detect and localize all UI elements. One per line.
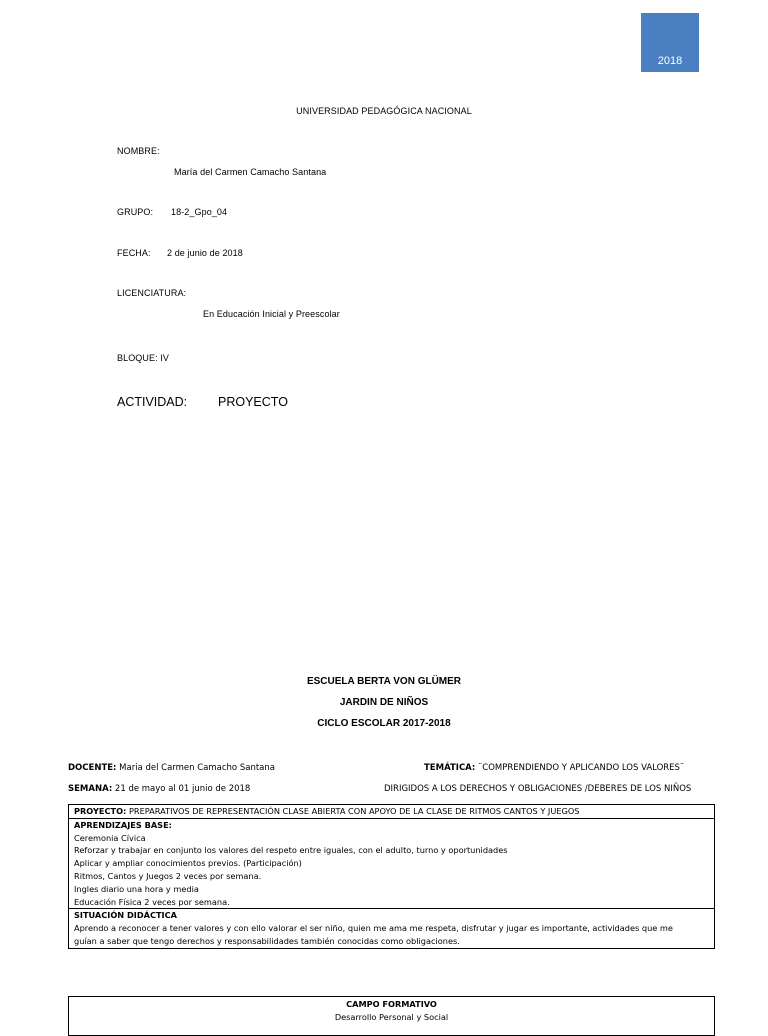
grupo-label: GRUPO: — [117, 207, 154, 217]
situacion-label: SITUACIÓN DIDÁCTICA — [74, 910, 177, 921]
project-table — [68, 804, 715, 949]
proyecto-value: PREPARATIVOS DE REPRESENTACIÓN CLASE ABIERTA CON APOYO DE LA CLASE DE RITMOS CANTOS Y JUEGOS — [128, 806, 580, 816]
campo-formativo-title: CAMPO FORMATIVO — [346, 999, 437, 1009]
situacion-text-line: Aprendo a reconocer a tener valores y con ello valorar el ser niño, quien me ama me respeta, disfrutar y jugar es importante, actividades que me — [74, 923, 673, 934]
docente-line — [68, 763, 275, 773]
docente-label: DOCENTE: — [68, 763, 117, 773]
proyecto-label: PROYECTO: — [74, 806, 127, 816]
aprendizaje-item: Educación Física 2 veces por semana. — [74, 896, 230, 907]
table-row-aprendizajes — [69, 818, 715, 909]
situacion-cell — [69, 909, 715, 948]
aprendizajes-cell — [69, 818, 715, 909]
year-text: 2018 — [657, 55, 683, 67]
fecha-value: 2 de junio de 2018 — [167, 248, 243, 258]
school-cycle: CICLO ESCOLAR 2017-2018 — [317, 718, 451, 729]
docente-value: Maria del Carmen Camacho Santana — [119, 763, 275, 773]
grupo-value: 18-2_Gpo_04 — [171, 207, 228, 217]
year-badge — [641, 13, 699, 72]
semana-value: 21 de mayo al 01 junio de 2018 — [114, 784, 251, 794]
aprendizaje-item: Ceremonia Cívica — [74, 832, 146, 843]
tematica-label: TEMÁTICA: — [424, 763, 476, 773]
actividad-label: ACTIVIDAD: — [117, 395, 188, 409]
tematica-value: ¨COMPRENDIENDO Y APLICANDO LOS VALORES¨ — [478, 763, 685, 773]
aprendizaje-item: Ritmos, Cantos y Juegos 2 veces por semana. — [74, 870, 262, 881]
bloque-label: BLOQUE: IV — [117, 353, 170, 363]
nombre-label: NOMBRE: — [117, 146, 160, 156]
campo-formativo-value: Desarrollo Personal y Social — [334, 1011, 449, 1022]
situacion-text-line: guían a saber que tengo derechos y responsabilidades también conocidas como obligaciones. — [74, 935, 460, 946]
nombre-value: María del Carmen Camacho Santana — [174, 167, 327, 177]
university-title: UNIVERSIDAD PEDAGÓGICA NACIONAL — [296, 106, 472, 116]
aprendizajes-label: APRENDIZAJES BASE: — [74, 819, 172, 830]
campo-formativo-box — [68, 996, 715, 1036]
semana-line — [68, 784, 250, 794]
table-row-situacion — [69, 909, 715, 948]
fecha-label: FECHA: — [117, 248, 151, 258]
tematica-value-continued: DIRIGIDOS A LOS DERECHOS Y OBLIGACIONES /DEBERES DE LOS NIÑOS — [384, 784, 692, 794]
licenciatura-label: LICENCIATURA: — [117, 288, 187, 298]
table-row-proyecto — [69, 805, 715, 819]
school-level: JARDIN DE NIÑOS — [339, 697, 429, 708]
aprendizaje-item: Reforzar y trabajar en conjunto los valores del respeto entre iguales, con el adulto, turno y oportunidades — [74, 845, 508, 856]
school-name: ESCUELA BERTA VON GLÜMER — [306, 676, 462, 687]
actividad-value: PROYECTO — [218, 395, 288, 409]
aprendizaje-item: Ingles diario una hora y media — [74, 883, 199, 894]
semana-label: SEMANA: — [68, 784, 113, 794]
aprendizaje-item: Aplicar y ampliar conocimientos previos. (Participación) — [74, 858, 302, 869]
licenciatura-value: En Educación Inicial y Preescolar — [203, 309, 340, 319]
tematica-line — [424, 763, 684, 773]
proyecto-cell — [69, 805, 715, 819]
